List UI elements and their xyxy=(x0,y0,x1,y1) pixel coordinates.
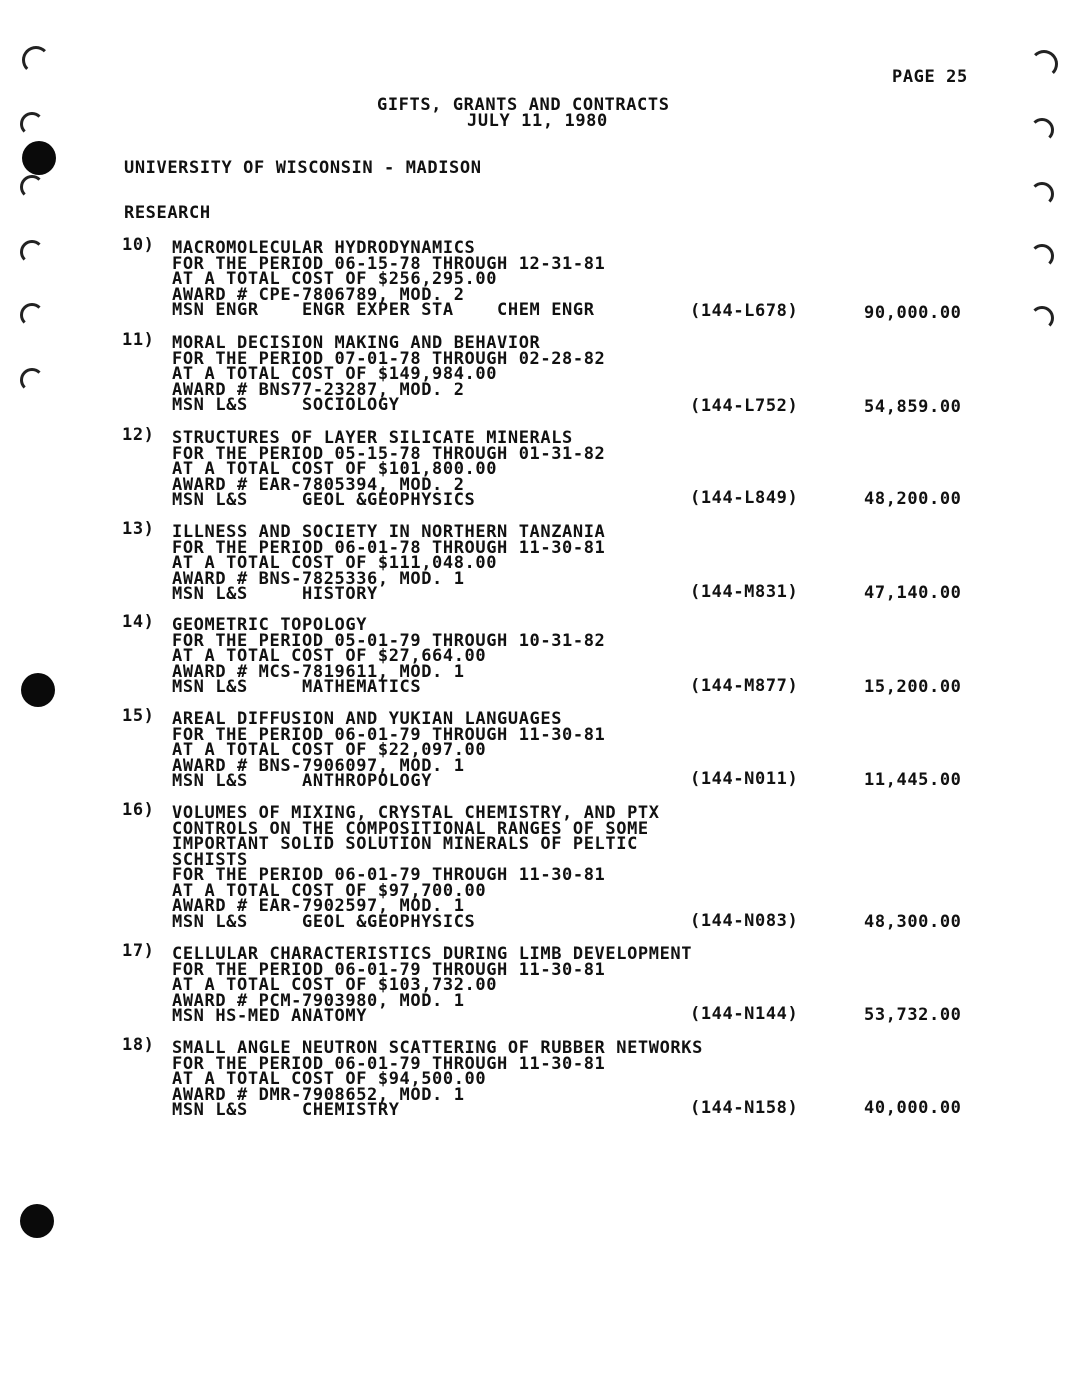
entry-amount: 11,445.00 xyxy=(864,770,962,790)
entry-amount: 53,732.00 xyxy=(864,1005,962,1025)
entry-number: 17) xyxy=(122,941,155,961)
entry-department: MSN L&S CHEMISTRY xyxy=(172,1100,400,1120)
left-margin-mark xyxy=(20,368,44,392)
entry-amount: 15,200.00 xyxy=(864,677,962,697)
entry-total-cost: AT A TOTAL COST OF $22,097.00 xyxy=(172,740,487,760)
right-margin-mark xyxy=(1030,182,1054,206)
entry-total-cost: AT A TOTAL COST OF $103,732.00 xyxy=(172,975,498,995)
entry-period: FOR THE PERIOD 05-01-79 THROUGH 10-31-82 xyxy=(172,630,606,651)
right-margin-mark xyxy=(1030,244,1054,268)
entry-department: MSN L&S GEOL &GEOPHYSICS xyxy=(172,490,476,510)
right-margin-mark xyxy=(1030,306,1054,330)
entry-department: MSN ENGR ENGR EXPER STA CHEM ENGR xyxy=(172,300,595,320)
entry-account: (144-N158) xyxy=(690,1098,799,1118)
entry-title: STRUCTURES OF LAYER SILICATE MINERALS xyxy=(172,428,573,448)
entry-account: (144-N011) xyxy=(690,769,799,789)
left-margin-mark xyxy=(20,303,44,327)
right-margin-mark xyxy=(1030,50,1058,78)
entry-account: (144-L678) xyxy=(690,301,799,321)
entry-period: FOR THE PERIOD 07-01-78 THROUGH 02-28-82 xyxy=(172,348,606,369)
entry-award: AWARD # DMR-7908652, MOD. 1 xyxy=(172,1084,465,1105)
section-heading: RESEARCH xyxy=(124,203,211,223)
binder-hole-top xyxy=(22,141,56,175)
entry-title: MACROMOLECULAR HYDRODYNAMICS xyxy=(172,238,476,258)
entry-title-cont: CONTROLS ON THE COMPOSITIONAL RANGES OF SOME xyxy=(172,818,649,839)
entry-award: AWARD # CPE-7806789, MOD. 2 xyxy=(172,284,465,305)
entry-account: (144-M831) xyxy=(690,582,799,602)
entry-total-cost: AT A TOTAL COST OF $97,700.00 xyxy=(172,880,487,901)
entry-total-cost: AT A TOTAL COST OF $111,048.00 xyxy=(172,553,498,573)
right-margin-mark xyxy=(1030,118,1054,142)
entry-title: VOLUMES OF MIXING, CRYSTAL CHEMISTRY, AND PTX xyxy=(172,803,660,823)
entry-total-cost: AT A TOTAL COST OF $256,295.00 xyxy=(172,269,498,289)
entry-account: (144-L849) xyxy=(690,488,799,508)
entry-amount: 40,000.00 xyxy=(864,1098,962,1118)
left-margin-mark xyxy=(22,46,50,74)
entry-period: FOR THE PERIOD 06-01-78 THROUGH 11-30-81 xyxy=(172,537,606,558)
entry-account: (144-L752) xyxy=(690,396,799,416)
document-title: GIFTS, GRANTS AND CONTRACTS xyxy=(377,95,670,115)
entry-amount: 48,300.00 xyxy=(864,912,962,932)
entry-total-cost: AT A TOTAL COST OF $27,664.00 xyxy=(172,646,487,666)
entry-award: AWARD # MCS-7819611, MOD. 1 xyxy=(172,661,465,682)
entry-account: (144-N144) xyxy=(690,1004,799,1024)
entry-department: MSN L&S GEOL &GEOPHYSICS xyxy=(172,911,476,932)
entry-number: 15) xyxy=(122,706,155,726)
left-margin-mark xyxy=(20,175,44,199)
entry-number: 18) xyxy=(122,1035,155,1055)
entry-title: MORAL DECISION MAKING AND BEHAVIOR xyxy=(172,333,541,353)
entry-title: CELLULAR CHARACTERISTICS DURING LIMB DEVELOPMENT xyxy=(172,944,693,964)
entry-award: AWARD # EAR-7805394, MOD. 2 xyxy=(172,474,465,495)
entry-department: MSN L&S SOCIOLOGY xyxy=(172,395,400,415)
entry-number: 11) xyxy=(122,330,155,350)
entry-award: AWARD # BNS77-23287, MOD. 2 xyxy=(172,379,465,400)
entry-title: AREAL DIFFUSION AND YUKIAN LANGUAGES xyxy=(172,709,563,729)
entry-title: ILLNESS AND SOCIETY IN NORTHERN TANZANIA xyxy=(172,522,606,542)
entry-award: AWARD # BNS-7825336, MOD. 1 xyxy=(172,568,465,589)
left-margin-mark xyxy=(20,240,44,264)
entry-title: SMALL ANGLE NEUTRON SCATTERING OF RUBBER NETWORKS xyxy=(172,1038,703,1058)
institution-name: UNIVERSITY OF WISCONSIN - MADISON xyxy=(124,158,482,178)
entry-title: GEOMETRIC TOPOLOGY xyxy=(172,615,368,635)
entry-amount: 47,140.00 xyxy=(864,583,962,603)
entry-period: FOR THE PERIOD 06-15-78 THROUGH 12-31-81 xyxy=(172,253,606,274)
left-margin-mark xyxy=(20,112,44,136)
entry-period: FOR THE PERIOD 05-15-78 THROUGH 01-31-82 xyxy=(172,443,606,464)
entry-award: AWARD # PCM-7903980, MOD. 1 xyxy=(172,990,465,1011)
binder-hole-middle xyxy=(21,673,55,707)
entry-account: (144-N083) xyxy=(690,911,799,931)
entry-amount: 54,859.00 xyxy=(864,397,962,417)
entry-title-cont: IMPORTANT SOLID SOLUTION MINERALS OF PELTIC xyxy=(172,834,638,854)
entry-account: (144-M877) xyxy=(690,676,799,696)
entry-number: 14) xyxy=(122,612,155,632)
entry-amount: 48,200.00 xyxy=(864,489,962,509)
entry-department: MSN L&S ANTHROPOLOGY xyxy=(172,771,433,791)
entry-number: 13) xyxy=(122,519,155,539)
entry-department: MSN L&S HISTORY xyxy=(172,584,378,604)
entry-department: MSN L&S MATHEMATICS xyxy=(172,677,422,697)
entry-department: MSN HS-MED ANATOMY xyxy=(172,1006,368,1026)
entry-period: FOR THE PERIOD 06-01-79 THROUGH 11-30-81 xyxy=(172,959,606,980)
entry-total-cost: AT A TOTAL COST OF $94,500.00 xyxy=(172,1069,487,1089)
document-date: JULY 11, 1980 xyxy=(467,111,608,131)
entry-number: 16) xyxy=(122,800,155,820)
entry-title-cont: SCHISTS xyxy=(172,849,248,870)
entry-number: 12) xyxy=(122,425,155,445)
entry-period: FOR THE PERIOD 06-01-79 THROUGH 11-30-81 xyxy=(172,865,606,885)
entry-award: AWARD # BNS-7906097, MOD. 1 xyxy=(172,755,465,776)
entry-period: FOR THE PERIOD 06-01-79 THROUGH 11-30-81 xyxy=(172,1053,606,1074)
entry-period: FOR THE PERIOD 06-01-79 THROUGH 11-30-81 xyxy=(172,724,606,745)
entry-amount: 90,000.00 xyxy=(864,303,962,323)
entry-award: AWARD # EAR-7902597, MOD. 1 xyxy=(172,896,465,916)
entry-total-cost: AT A TOTAL COST OF $149,984.00 xyxy=(172,364,498,384)
entry-number: 10) xyxy=(122,235,155,255)
entry-total-cost: AT A TOTAL COST OF $101,800.00 xyxy=(172,459,498,479)
binder-hole-bottom xyxy=(20,1204,54,1238)
page-number: PAGE 25 xyxy=(892,67,968,87)
